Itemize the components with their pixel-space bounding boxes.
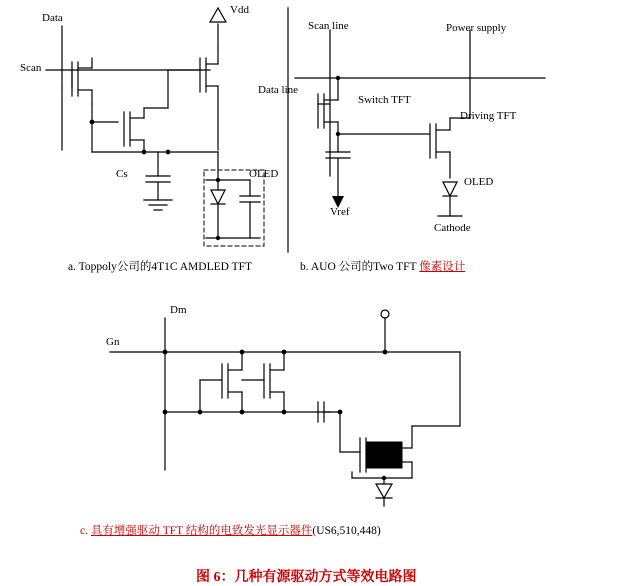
data-line-label: Data line [258, 84, 299, 96]
caption-c-patent: (US6,510,448) [312, 525, 381, 537]
caption-a-text: a. Toppoly公司的4T1C AMDLED TFT [68, 261, 253, 273]
scan-label: Scan [20, 62, 42, 74]
dm-label: Dm [170, 304, 187, 316]
cs-label: Cs [116, 168, 128, 180]
vdd-label: Vdd [230, 4, 249, 16]
caption-c-link[interactable]: 具有增强驱动 TFT 结构的电致发光显示器件 [90, 525, 313, 537]
caption-b-link[interactable]: 像素设计 [419, 261, 466, 273]
figure-title: 图 6：几种有源驱动方式等效电路图 [196, 570, 417, 585]
driving-tft-label: Driving TFT [460, 110, 517, 122]
scan-line-label: Scan line [308, 20, 349, 32]
cathode-label: Cathode [434, 222, 471, 234]
caption-b [300, 258, 465, 274]
switch-tft-label: Switch TFT [358, 94, 411, 106]
caption-a [68, 258, 252, 274]
caption-b-text: b. AUO 公司的Two TFT [300, 261, 420, 273]
gn-label: Gn [106, 336, 120, 348]
vref-label: Vref [330, 206, 350, 218]
oled-label-b: OLED [464, 176, 494, 188]
caption-c-prefix: c. [80, 525, 91, 537]
data-label: Data [42, 12, 63, 24]
oled-label-a: OLED [249, 168, 279, 180]
caption-c [80, 522, 381, 538]
power-supply-label: Power supply [446, 22, 507, 34]
